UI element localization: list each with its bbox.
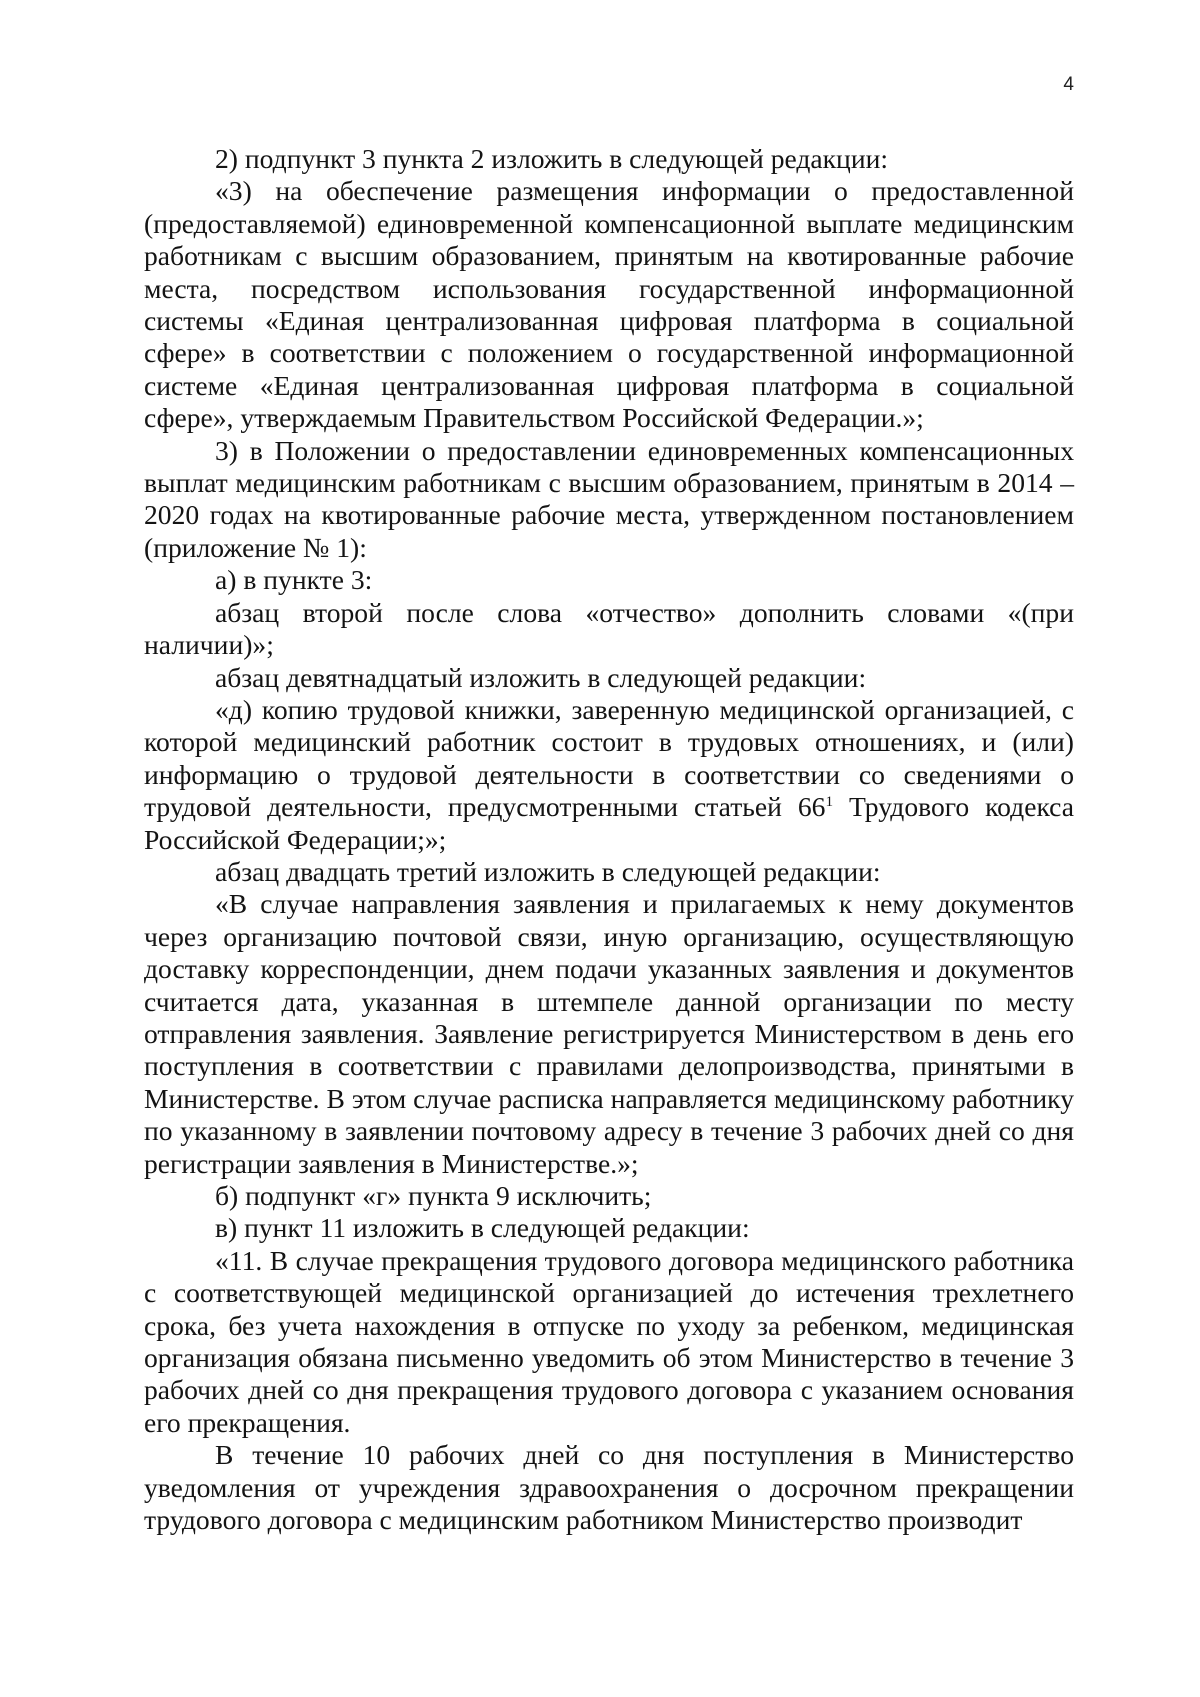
subitem-d-text-before: «д) копию трудовой книжки, заверенную медицинской организацией, с которой медицинский работник состоит в трудовых отношениях, и (или) информацию о трудовой деятельности в соответствии со сведениями о трудовой деятельности, предусмотренными статьей 66: [144, 693, 1074, 823]
article-superscript: 1: [825, 792, 834, 810]
paragraph-postal-submission-text: «В случае направления заявления и прилагаемых к нему документов через организацию почтовой связи, иную организацию, осуществляющую доставку корреспонденции, днем подачи указанных заявления и документов считается дата, указанная в штемпеле данной организации по месту отправления заявления. Заявление регистрируется Министерством в день его поступления в соответствии с правилами делопроизводства, принятыми в Министерстве. В этом случае расписка направляется медицинскому работнику по указанному в заявлении почтовому адресу в течение 3 рабочих дней со дня регистрации заявления в Министерстве.»;: [144, 888, 1074, 1179]
paragraph-item-2-amendment: 2) подпункт 3 пункта 2 изложить в следующей редакции:: [215, 143, 889, 174]
paragraph-point-11-v: в) пункт 11 изложить в следующей редакции:: [215, 1212, 750, 1244]
paragraph-subitem-d-text: [144, 694, 1074, 856]
paragraph-subitem-3-text: «3) на обеспечение размещения информации о предоставленной (предоставляемой) единовременной компенсационной выплате медицинским работникам с высшим образованием, принятым на квотированные рабочие места, посредством использования государственной информационной системы «Единая централизованная цифровая платформа в социальной сфере» в соответствии с положением о государственной информационной системе «Единая централизованная цифровая платформа в социальной сфере», утверждаемым Правительством Российской Федерации.»;: [144, 175, 1074, 434]
paragraph-abzac-second: абзац второй после слова «отчество» дополнить словами «(при наличии)»;: [144, 596, 1074, 661]
subitem-d-text-after: Трудового кодекса Российской Федерации;»;: [144, 791, 1074, 855]
paragraph-abzac-twenty-third: абзац двадцать третий изложить в следующей редакции:: [215, 855, 881, 887]
document-body: [144, 143, 1074, 1536]
paragraph-point-3-a: а) в пункте 3:: [215, 564, 373, 596]
paragraph-abzac-nineteenth: абзац девятнадцатый изложить в следующей редакции:: [215, 661, 867, 693]
paragraph-ten-days-text: В течение 10 рабочих дней со дня поступления в Министерство уведомления от учреждения здравоохранения о досрочном прекращении трудового договора с медицинским работником Министерство производит: [144, 1439, 1074, 1536]
paragraph-point-11-text: «11. В случае прекращения трудового договора медицинского работника с соответствующей медицинской организацией до истечения трехлетнего срока, без учета нахождения в отпуске по уходу за ребенком, медицинская организация обязана письменно уведомить об этом Министерство в течение 3 рабочих дней со дня прекращения трудового договора с указанием основания его прекращения.: [144, 1244, 1074, 1438]
paragraph-point-9-b: б) подпункт «г» пункта 9 исключить;: [215, 1180, 652, 1211]
paragraph-item-3-regulation: 3) в Положении о предоставлении единовременных компенсационных выплат медицинским работникам с высшим образованием, принятым в 2014 – 2020 годах на квотированные рабочие места, утвержденном постановлением (приложение № 1):: [144, 434, 1074, 563]
page-number: 4: [1063, 74, 1074, 95]
